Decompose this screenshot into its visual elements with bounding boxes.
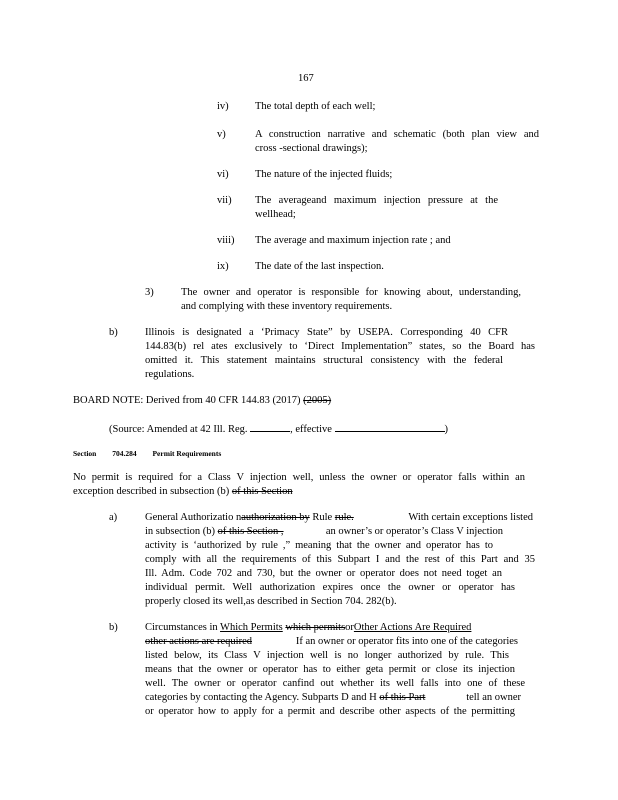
list-item-label: viii) xyxy=(217,235,235,246)
intro-text: No permit is required for a Class V injection well, unless the owner or operator falls within an xyxy=(73,472,525,483)
section-number: 704.284 xyxy=(112,449,137,458)
list-item-label: ix) xyxy=(217,261,229,272)
intro-text-line2 xyxy=(73,485,293,498)
item-a-text: properly closed its well,as described in Section 704. 282(b). xyxy=(145,596,397,607)
page-number: 167 xyxy=(298,73,314,84)
list-item-label: vi) xyxy=(217,169,229,180)
item-a-text: activity is ‘authorized by rule ,” meaning that the owner and operator has to xyxy=(145,540,493,551)
board-note xyxy=(73,394,331,407)
item-a-text: General Authorizatio n xyxy=(145,512,242,523)
item-a-label: a) xyxy=(109,512,118,523)
item-b2-underlined: Which Permits xyxy=(220,622,283,633)
item-b2-struck: which permits xyxy=(285,622,346,633)
item-b2-line1 xyxy=(145,621,471,634)
item-b2-text: or xyxy=(345,622,354,633)
item-a-text: comply with all the requirements of this Subpart I and the rest of this Part and 35 xyxy=(145,554,535,565)
item-b2-text: well. The owner or operator canfind out whether its well falls into one of these xyxy=(145,678,525,689)
item-a-text: Rule xyxy=(312,512,333,523)
item-a-text: an owner’s or operator’s Class V injection xyxy=(325,526,503,537)
item-b2-text: Circumstances in xyxy=(145,622,218,633)
list-item-text: The nature of the injected fluids; xyxy=(255,169,393,180)
list-item-text: A construction narrative and schematic (both plan view and xyxy=(255,129,539,140)
list-item-label: vii) xyxy=(217,195,232,206)
item-b2-label: b) xyxy=(109,622,118,633)
item-a-line2 xyxy=(145,525,503,538)
item-b-text: omitted it. This statement maintains structural consistency with the federal xyxy=(145,355,503,366)
item-a-text: in subsection (b) xyxy=(145,526,215,537)
item-a-text: Ill. Adm. Code 702 and 730, but the owner or operator does not need toget an xyxy=(145,568,502,579)
board-note-struck: (2005) xyxy=(303,395,332,406)
item-a-text: With certain exceptions listed xyxy=(408,512,533,523)
item-b2-struck: other actions are required xyxy=(145,636,252,647)
source-middle: , effective xyxy=(290,424,332,435)
item-a-struck: authorization by xyxy=(241,512,310,523)
item-b2-text: categories by contacting the Agency. Subparts D and H xyxy=(145,692,377,703)
section-title: Permit Requirements xyxy=(152,449,222,458)
source-prefix: (Source: Amended at 42 Ill. Reg. xyxy=(109,424,248,435)
item-b-label: b) xyxy=(109,327,118,338)
source-suffix: ) xyxy=(444,424,449,435)
item-b2-underlined: Other Actions Are Required xyxy=(353,622,472,633)
section-heading xyxy=(73,447,221,460)
list-item-text: cross -sectional drawings); xyxy=(255,143,368,154)
item-b2-text: If an owner or operator fits into one of the categories xyxy=(295,636,518,647)
item-b2-text: tell an owner xyxy=(466,692,521,703)
item-a-line1 xyxy=(145,511,533,524)
item-b2-text: means that the owner or operator has to either geta permit or close its injection xyxy=(145,664,515,675)
item-a-text: individual permit. Well authorization expires once the owner or operator has xyxy=(145,582,515,593)
item-b-text: regulations. xyxy=(145,369,195,380)
intro-struck: of this Section xyxy=(231,486,293,497)
item-b2-text: or operator how to apply for a permit and describe other aspects of the permitting xyxy=(145,706,515,717)
item-b2-line6 xyxy=(145,691,521,704)
item-3-text: The owner and operator is responsible for knowing about, understanding, xyxy=(181,287,521,298)
list-item-label: v) xyxy=(217,129,226,140)
item-b2-text: listed below, its Class V injection well is no longer authorized by rule. This xyxy=(145,650,509,661)
intro-prefix: exception described in subsection (b) xyxy=(73,486,230,497)
board-note-text: BOARD NOTE: Derived from 40 CFR 144.83 (2017) xyxy=(73,395,301,406)
item-a-struck: of this Section , xyxy=(217,526,284,537)
list-item-text: wellhead; xyxy=(255,209,296,220)
item-b2-struck: of this Part xyxy=(379,692,426,703)
item-3-label: 3) xyxy=(145,287,154,298)
section-label: Section xyxy=(73,449,97,458)
list-item-label: iv) xyxy=(217,101,229,112)
source-line xyxy=(109,421,448,436)
list-item-text: The date of the last inspection. xyxy=(255,261,384,272)
item-a-struck: rule. xyxy=(334,512,354,523)
list-item-text: The average and maximum injection rate ; and xyxy=(255,235,451,246)
item-b-text: 144.83(b) rel ates exclusively to ‘Direct Implementation” states, so the Board has xyxy=(145,341,535,352)
effective-blank xyxy=(335,421,445,432)
item-3-text: and complying with these inventory requirements. xyxy=(181,301,393,312)
item-b2-line2 xyxy=(145,635,518,648)
list-item-text: The total depth of each well; xyxy=(255,101,376,112)
item-b-text: Illinois is designated a ‘Primacy State” by USEPA. Corresponding 40 CFR xyxy=(145,327,508,338)
reg-blank xyxy=(250,421,290,432)
list-item-text: The averageand maximum injection pressure at the xyxy=(255,195,498,206)
